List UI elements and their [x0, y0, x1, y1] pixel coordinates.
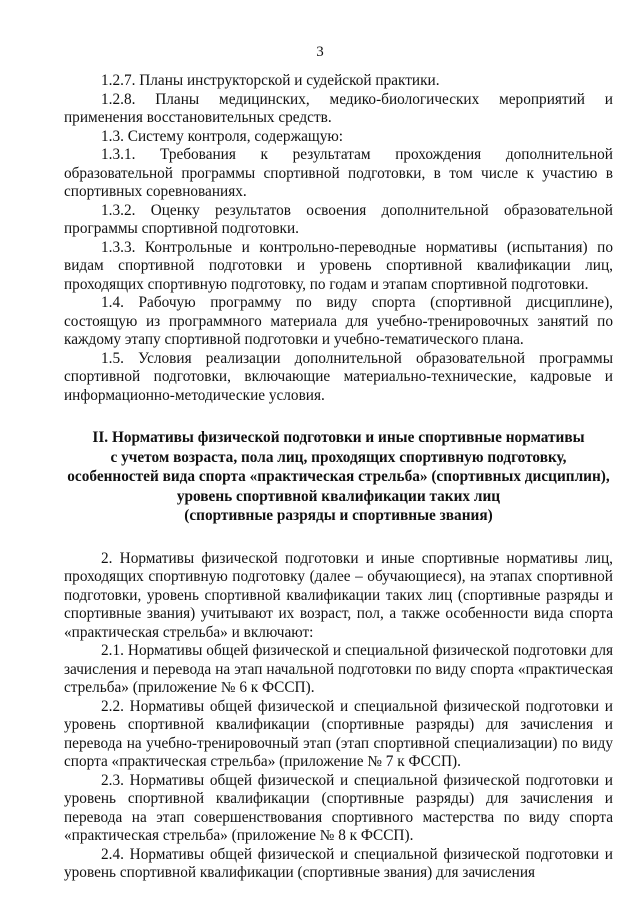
- paragraph-2: 2. Нормативы физической подготовки и иные спортивные нормативы лиц, проходящих спортивную подготовку (далее – обучающиеся), на этапах спортивной подготовки, уровень спортивной квалификации таких лиц (спортивные разряды и спортивные звания) учитывают их возраст, пол, а также особенности вида спорта «практическая стрельба» и включают:: [64, 549, 613, 641]
- paragraph-1-2-7: 1.2.7. Планы инструкторской и судейской практики.: [101, 72, 440, 89]
- paragraph-1-2-8: 1.2.8. Планы медицинских, медико-биологических мероприятий и применения восстановительных средств.: [64, 90, 613, 126]
- paragraph-1-3: 1.3. Систему контроля, содержащую:: [101, 127, 344, 145]
- document-body: [64, 72, 613, 883]
- section-heading-line: особенностей вида спорта «практическая стрельба» (спортивных дисциплин),: [67, 468, 610, 485]
- paragraph-2-1: 2.1. Нормативы общей физической и специальной физической подготовки для зачисления и перевода на этап начальной подготовки по виду спорта «практическая стрельба» (приложение № 6 к ФССП).: [64, 642, 613, 696]
- section-heading-line: уровень спортивной квалификации таких лиц: [176, 487, 501, 505]
- section-heading-line: с учетом возраста, пола лиц, проходящих спортивную подготовку,: [110, 448, 567, 466]
- paragraph-1-3-1: 1.3.1. Требования к результатам прохождения дополнительной образовательной программы спортивной подготовки, в том числе к участию в спортивных соревнованиях.: [64, 146, 613, 200]
- paragraph-1-4: 1.4. Рабочую программу по виду спорта (спортивной дисциплине), состоящую из программного материала для учебно-тренировочных занятий по каждому этапу спортивной подготовки и учебно-тематического плана.: [64, 294, 613, 348]
- section-heading-line: (спортивные разряды и спортивные звания): [184, 507, 493, 524]
- paragraph-2-3: 2.3. Нормативы общей физической и специальной физической подготовки и уровень спортивной квалификации (спортивные разряды) для зачисления и перевода на этап совершенствования спортивного мастерства по виду спорта «практическая стрельба» (приложение № 8 к ФССП).: [64, 771, 613, 844]
- paragraph-1-3-3: 1.3.3. Контрольные и контрольно-переводные нормативы (испытания) по видам спортивной подготовки и уровень спортивной квалификации лиц, проходящих спортивную подготовку, по годам и этапам спортивной подготовки.: [64, 238, 613, 293]
- paragraph-1-5: 1.5. Условия реализации дополнительной образовательной программы спортивной подготовки, включающие материально-технические, кадровые и информационно-методические условия.: [64, 349, 613, 404]
- section-heading: [64, 428, 613, 526]
- paragraph-2-2: 2.2. Нормативы общей физической и специальной физической подготовки и уровень спортивной квалификации (спортивные разряды) для зачисления и перевода на учебно-тренировочный этап (этап спортивной специализации) по виду спорта «практическая стрельба» (приложение № 7 к ФССП).: [64, 697, 613, 770]
- paragraph-2-4: 2.4. Нормативы общей физической и специальной физической подготовки и уровень спортивной квалификации (спортивные звания) для зачисления: [64, 845, 613, 881]
- section-heading-line: II. Нормативы физической подготовки и иные спортивные нормативы: [92, 429, 585, 446]
- page-number: 3: [316, 44, 324, 60]
- paragraph-1-3-2: 1.3.2. Оценку результатов освоения дополнительной образовательной программы спортивной подготовки.: [64, 201, 613, 237]
